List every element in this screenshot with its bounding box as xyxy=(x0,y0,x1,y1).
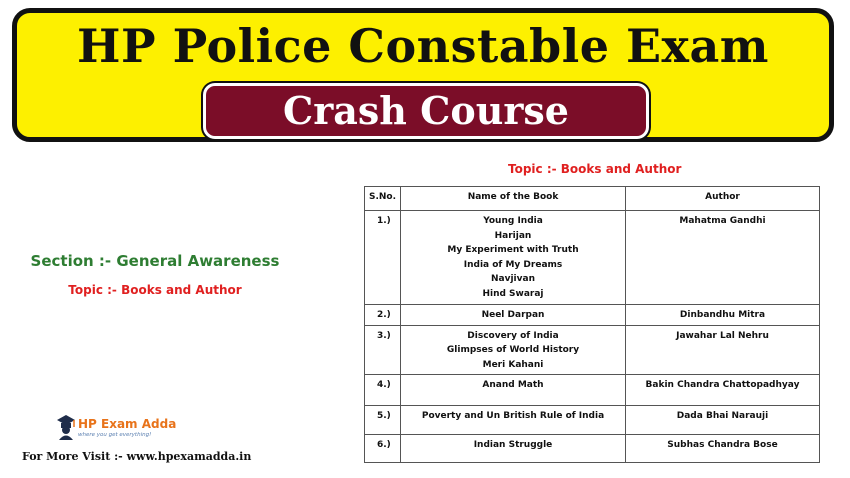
table-header-row xyxy=(365,187,820,211)
book-title: India of My Dreams xyxy=(463,259,563,270)
row-books xyxy=(401,435,626,463)
book-title: Hind Swaraj xyxy=(482,288,544,299)
header-book: Name of the Book xyxy=(401,187,626,211)
book-title: Poverty and Un British Rule of India xyxy=(421,411,605,421)
banner-subtitle: Crash Course xyxy=(203,83,649,139)
header-sno: S.No. xyxy=(365,187,401,211)
book-title: Meri Kahani xyxy=(482,359,544,370)
section-heading: Section :- General Awareness xyxy=(30,252,280,270)
row-sno: 2.) xyxy=(365,305,401,326)
book-title: Young India xyxy=(483,216,543,226)
row-books xyxy=(401,305,626,326)
row-books xyxy=(401,325,626,375)
book-title: Neel Darpan xyxy=(481,310,545,320)
row-books xyxy=(401,211,626,305)
book-title: My Experiment with Truth xyxy=(447,245,579,255)
logo-name: HP Exam Adda xyxy=(78,417,177,431)
book-title: Indian Struggle xyxy=(473,440,553,450)
row-books xyxy=(401,375,626,406)
topic-heading-right: Topic :- Books and Author xyxy=(508,162,682,176)
table-row xyxy=(365,375,820,406)
visit-footer: For More Visit :- www.hpexamadda.in xyxy=(22,450,252,463)
topic-heading-left: Topic :- Books and Author xyxy=(68,283,242,297)
row-sno: 4.) xyxy=(365,375,401,406)
row-author: Dada Bhai Narauji xyxy=(626,406,820,435)
row-author: Jawahar Lal Nehru xyxy=(626,325,820,375)
book-title: Harijan xyxy=(494,230,532,241)
header-author: Author xyxy=(626,187,820,211)
table-row xyxy=(365,435,820,463)
row-author: Bakin Chandra Chattopadhyay xyxy=(626,375,820,406)
book-title: Glimpses of World History xyxy=(446,345,580,355)
hp-exam-adda-logo xyxy=(56,413,186,443)
logo-tagline: where you get everything! xyxy=(78,432,152,438)
banner-title: HP Police Constable Exam xyxy=(77,19,769,73)
table-row xyxy=(365,406,820,435)
graduation-cap-icon xyxy=(56,413,76,441)
row-sno: 3.) xyxy=(365,325,401,375)
book-title: Discovery of India xyxy=(467,330,559,341)
table-row xyxy=(365,211,820,305)
table-row xyxy=(365,305,820,326)
books-author-table xyxy=(364,186,820,463)
book-title: Navjivan xyxy=(491,274,535,284)
row-author: Subhas Chandra Bose xyxy=(626,435,820,463)
row-sno: 6.) xyxy=(365,435,401,463)
row-author: Dinbandhu Mitra xyxy=(626,305,820,326)
book-title: Anand Math xyxy=(482,380,544,390)
row-books xyxy=(401,406,626,435)
row-sno: 1.) xyxy=(365,211,401,305)
row-sno: 5.) xyxy=(365,406,401,435)
title-banner xyxy=(12,8,834,142)
table-row xyxy=(365,325,820,375)
row-author: Mahatma Gandhi xyxy=(626,211,820,305)
